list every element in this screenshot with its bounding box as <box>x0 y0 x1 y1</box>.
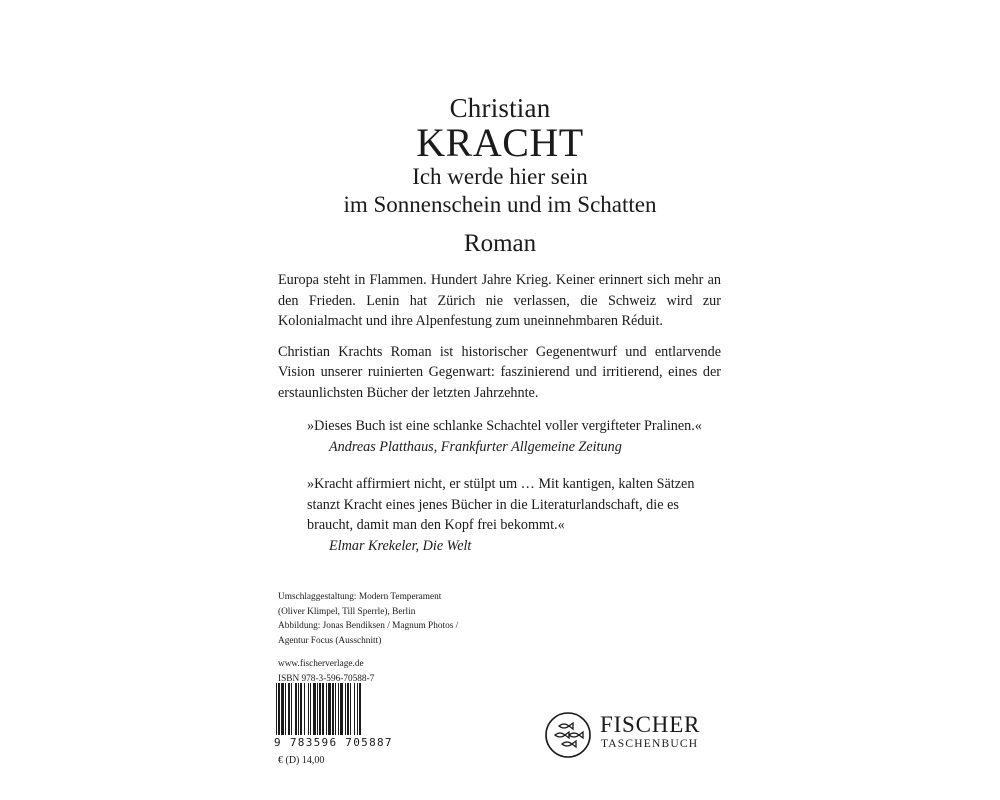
review-quote-2 <box>307 474 727 556</box>
barcode-icon <box>274 683 390 735</box>
blurb <box>278 270 721 413</box>
isbn: ISBN 978-3-596-70588-7 <box>278 673 375 684</box>
genre-label: Roman <box>463 230 537 257</box>
credits-line-1: Umschlaggestaltung: Modern Temperament <box>278 592 442 602</box>
review-quote-1 <box>307 416 727 457</box>
credits-line-4: Agentur Focus (Ausschnitt) <box>278 635 382 646</box>
quote-source: Elmar Krekeler, Die Welt <box>329 537 472 554</box>
fischer-fish-icon <box>544 711 592 759</box>
barcode-block <box>274 683 393 749</box>
publisher-logo <box>544 711 744 761</box>
author-last-name: KRACHT <box>416 120 584 165</box>
title-line-2: im Sonnenschein und im Schatten <box>343 192 657 217</box>
barcode-number: 9 783596 705887 <box>274 736 393 749</box>
quote-text: »Kracht affirmiert nicht, er stülpt um … Mit kantigen, kalten Sätzen stanzt Kracht eines jenes Bücher in die Literaturlandschaft, die es braucht, damit man den Kopf frei bekommt.« <box>307 476 695 533</box>
blurb-paragraph-1: Europa steht in Flammen. Hundert Jahre Krieg. Keiner erinnert sich mehr an den Frieden. Lenin hat Zürich nie verlassen, die Schweiz wird zur Kolonialmacht und ihre Alpenfestung zum uneinnehmbaren Réduit. <box>278 272 721 329</box>
quote-source: Andreas Platthaus, Frankfurter Allgemeine Zeitung <box>329 438 622 455</box>
title-line-1: Ich werde hier sein <box>412 164 588 189</box>
publisher-name: FISCHER <box>600 712 701 737</box>
credits <box>278 590 578 686</box>
credits-line-2: (Oliver Klimpel, Till Sperrle), Berlin <box>278 606 416 617</box>
blurb-paragraph-2: Christian Krachts Roman ist historischer Gegenentwurf und entlarvende Vision unserer ruinierten Gegenwart: faszinierend und irritierend, eines der erstaunlichsten Bücher der letzten Jahrzehnte. <box>278 343 721 401</box>
publisher-imprint: TASCHENBUCH <box>601 738 699 750</box>
publisher-website: www.fischerverlage.de <box>278 659 364 669</box>
author-first-name: Christian <box>449 93 551 123</box>
quote-text: »Dieses Buch ist eine schlanke Schachtel voller vergifteter Pralinen.« <box>307 418 702 434</box>
price: € (D) 14,00 <box>278 755 325 766</box>
book-header <box>0 92 1000 259</box>
credits-line-3: Abbildung: Jonas Bendiksen / Magnum Photos / <box>278 621 459 631</box>
